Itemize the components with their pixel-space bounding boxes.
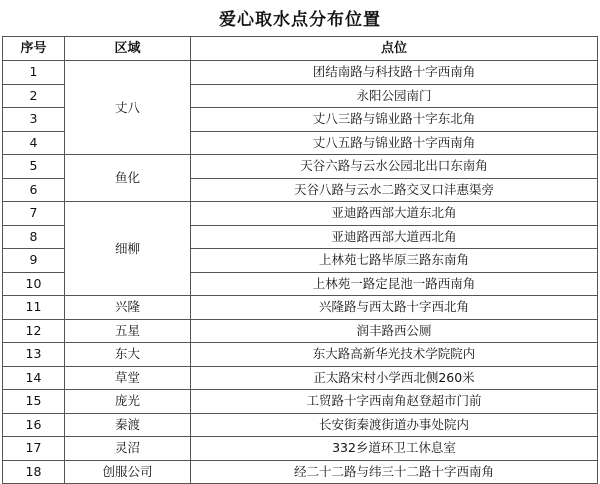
cell-district: 兴隆 bbox=[65, 296, 191, 320]
cell-location: 亚迪路西部大道东北角 bbox=[191, 202, 598, 226]
cell-index: 14 bbox=[3, 366, 65, 390]
cell-district: 鱼化 bbox=[65, 155, 191, 202]
cell-index: 3 bbox=[3, 108, 65, 132]
cell-index: 16 bbox=[3, 413, 65, 437]
cell-location: 工贸路十字西南角赵登超市门前 bbox=[191, 390, 598, 414]
cell-index: 7 bbox=[3, 202, 65, 226]
cell-location: 天谷六路与云水公园北出口东南角 bbox=[191, 155, 598, 179]
cell-location: 亚迪路西部大道西北角 bbox=[191, 225, 598, 249]
cell-index: 5 bbox=[3, 155, 65, 179]
table-row bbox=[3, 460, 598, 484]
cell-index: 18 bbox=[3, 460, 65, 484]
header-district: 区域 bbox=[65, 37, 191, 61]
table-row bbox=[3, 319, 598, 343]
cell-location: 天谷八路与云水二路交叉口沣惠渠旁 bbox=[191, 178, 598, 202]
cell-index: 9 bbox=[3, 249, 65, 273]
table-row bbox=[3, 61, 598, 85]
table-body bbox=[3, 61, 598, 484]
cell-district: 灵沼 bbox=[65, 437, 191, 461]
cell-location: 经二十二路与纬三十二路十字西南角 bbox=[191, 460, 598, 484]
cell-location: 团结南路与科技路十字西南角 bbox=[191, 61, 598, 85]
page-title: 爱心取水点分布位置 bbox=[219, 10, 381, 30]
cell-district: 细柳 bbox=[65, 202, 191, 296]
table-header-row bbox=[3, 37, 598, 61]
cell-location: 正太路宋村小学西北侧260米 bbox=[191, 366, 598, 390]
cell-index: 12 bbox=[3, 319, 65, 343]
cell-location: 长安街秦渡街道办事处院内 bbox=[191, 413, 598, 437]
cell-location: 丈八五路与锦业路十字西南角 bbox=[191, 131, 598, 155]
table-row bbox=[3, 155, 598, 179]
cell-location: 上林苑七路毕原三路东南角 bbox=[191, 249, 598, 273]
table-row bbox=[3, 202, 598, 226]
cell-location: 332乡道环卫工休息室 bbox=[191, 437, 598, 461]
table-row bbox=[3, 366, 598, 390]
cell-index: 4 bbox=[3, 131, 65, 155]
cell-district: 东大 bbox=[65, 343, 191, 367]
table-row bbox=[3, 296, 598, 320]
cell-index: 8 bbox=[3, 225, 65, 249]
cell-location: 兴隆路与西太路十字西北角 bbox=[191, 296, 598, 320]
cell-location: 润丰路西公厕 bbox=[191, 319, 598, 343]
cell-index: 13 bbox=[3, 343, 65, 367]
cell-district: 草堂 bbox=[65, 366, 191, 390]
water-points-table bbox=[2, 36, 598, 484]
table-row bbox=[3, 437, 598, 461]
table-row bbox=[3, 413, 598, 437]
table-row bbox=[3, 390, 598, 414]
cell-location: 上林苑一路定昆池一路西南角 bbox=[191, 272, 598, 296]
cell-district: 秦渡 bbox=[65, 413, 191, 437]
cell-index: 17 bbox=[3, 437, 65, 461]
cell-index: 6 bbox=[3, 178, 65, 202]
header-index: 序号 bbox=[3, 37, 65, 61]
cell-district: 五星 bbox=[65, 319, 191, 343]
cell-location: 丈八三路与锦业路十字东北角 bbox=[191, 108, 598, 132]
cell-index: 11 bbox=[3, 296, 65, 320]
cell-location: 永阳公园南门 bbox=[191, 84, 598, 108]
cell-location: 东大路高新华光技术学院院内 bbox=[191, 343, 598, 367]
header-location: 点位 bbox=[191, 37, 598, 61]
cell-index: 2 bbox=[3, 84, 65, 108]
cell-index: 1 bbox=[3, 61, 65, 85]
cell-index: 15 bbox=[3, 390, 65, 414]
cell-district: 丈八 bbox=[65, 61, 191, 155]
cell-index: 10 bbox=[3, 272, 65, 296]
cell-district: 庞光 bbox=[65, 390, 191, 414]
cell-district: 创服公司 bbox=[65, 460, 191, 484]
table-row bbox=[3, 343, 598, 367]
